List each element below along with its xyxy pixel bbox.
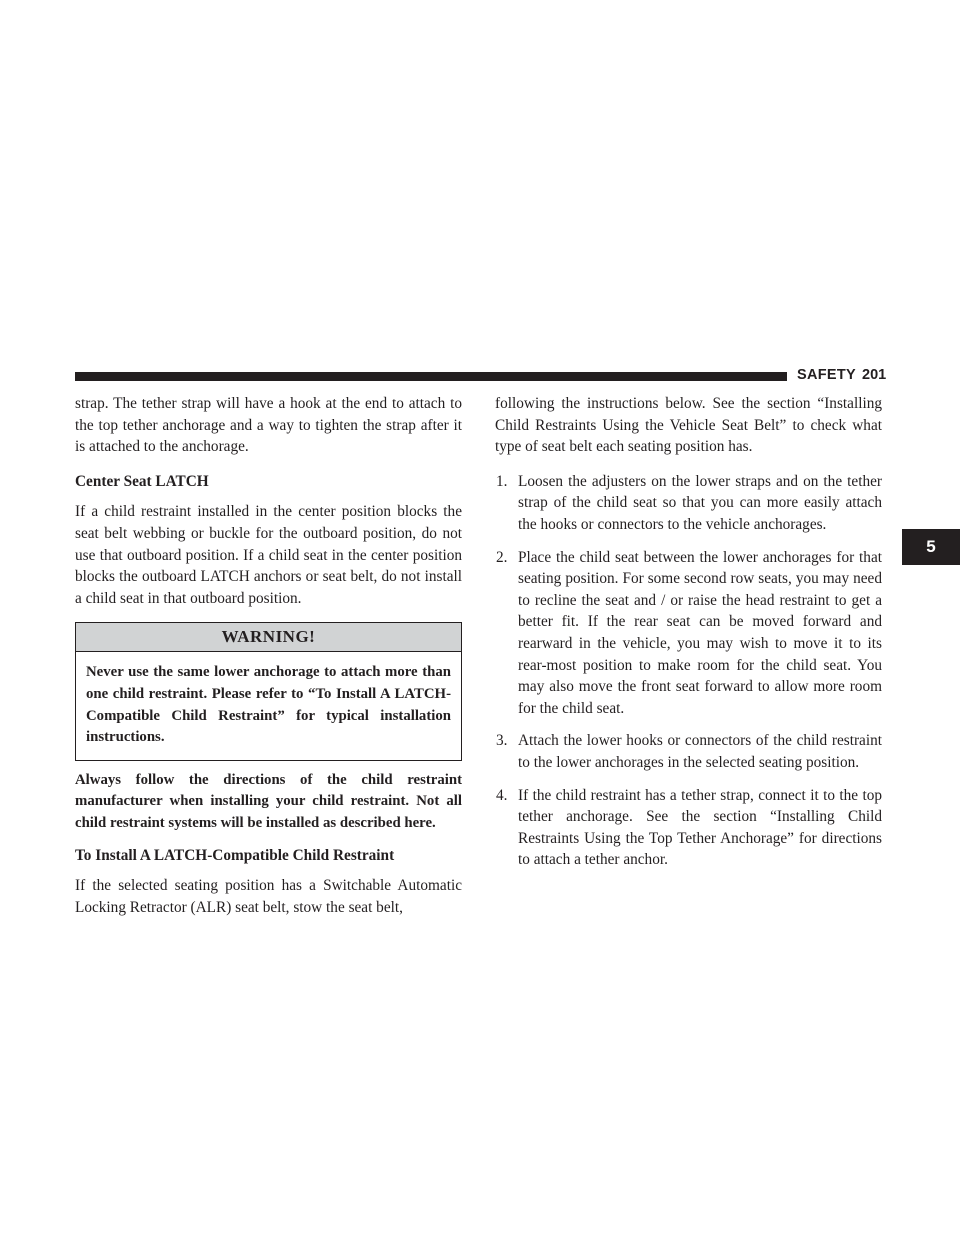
step-number: 4. <box>496 786 508 804</box>
step-text: Attach the lower hooks or connectors of the child restraint to the lower anchorages in the selected seating position. <box>518 732 882 771</box>
header-rule <box>75 372 787 381</box>
list-item <box>487 730 882 773</box>
step-text: Place the child seat between the lower anchorages for that seating position. For some second row seats, you may need to recline the seat and / or raise the head restraint to get a better fit. If the rear seat can be moved forward and rearward in the vehicle, you may wish to move it to its rear-most position to make room for the child seat. You may also move the front seat forward to allow more room for the child seat. <box>518 548 882 717</box>
step-number: 2. <box>496 548 508 566</box>
step-number: 1. <box>496 472 508 490</box>
step-number: 3. <box>496 732 508 750</box>
manufacturer-directions-paragraph: Always follow the directions of the child restraint manufacturer when installing your child restraint. Not all child restraint systems will be installed as described here. <box>75 771 462 831</box>
chapter-tab: 5 <box>902 529 960 565</box>
right-column <box>495 393 882 882</box>
warning-body: Never use the same lower anchorage to attach more than one child restraint. Please refer to “To Install A LATCH-Compatible Child Restraint” for typical installation instructions. <box>86 664 451 746</box>
heading-install-latch: To Install A LATCH-Compatible Child Restraint <box>75 846 395 864</box>
center-seat-paragraph: If a child restraint installed in the center position blocks the seat belt webbing or buckle for the outboard position, do not use that outboard position. If a child seat in the center position blocks the outboard LATCH anchors or seat belt, do not install a child seat in that outboard position. <box>75 503 462 607</box>
step-text: If the child restraint has a tether strap, connect it to the top tether anchorage. See the section “Installing Child Restraints Using the Top Tether Anchorage” for directions to attach a tether anchor. <box>518 786 882 869</box>
list-item <box>487 471 882 536</box>
install-paragraph: If the selected seating position has a Switchable Automatic Locking Retractor (ALR) seat belt, stow the seat belt, <box>75 877 462 916</box>
install-steps-list <box>495 471 882 871</box>
left-column <box>75 393 462 918</box>
heading-center-seat-latch: Center Seat LATCH <box>75 472 209 490</box>
list-item <box>487 547 882 720</box>
warning-title: WARNING! <box>76 623 461 652</box>
warning-box <box>75 622 462 760</box>
step-text: Loosen the adjusters on the lower straps and on the tether strap of the child seat so that you can more easily attach the hooks or connectors to the vehicle anchorages. <box>518 472 882 533</box>
intro-paragraph: strap. The tether strap will have a hook at the end to attach to the top tether anchorage and a way to tighten the strap after it is attached to the anchorage. <box>75 395 462 456</box>
list-item <box>487 785 882 871</box>
running-header-section: SAFETY <box>797 367 856 383</box>
right-intro-paragraph: following the instructions below. See the section “Installing Child Restraints Using the Vehicle Seat Belt” to check what type of seat belt each seating position has. <box>495 395 882 456</box>
page-number: 201 <box>862 367 887 383</box>
